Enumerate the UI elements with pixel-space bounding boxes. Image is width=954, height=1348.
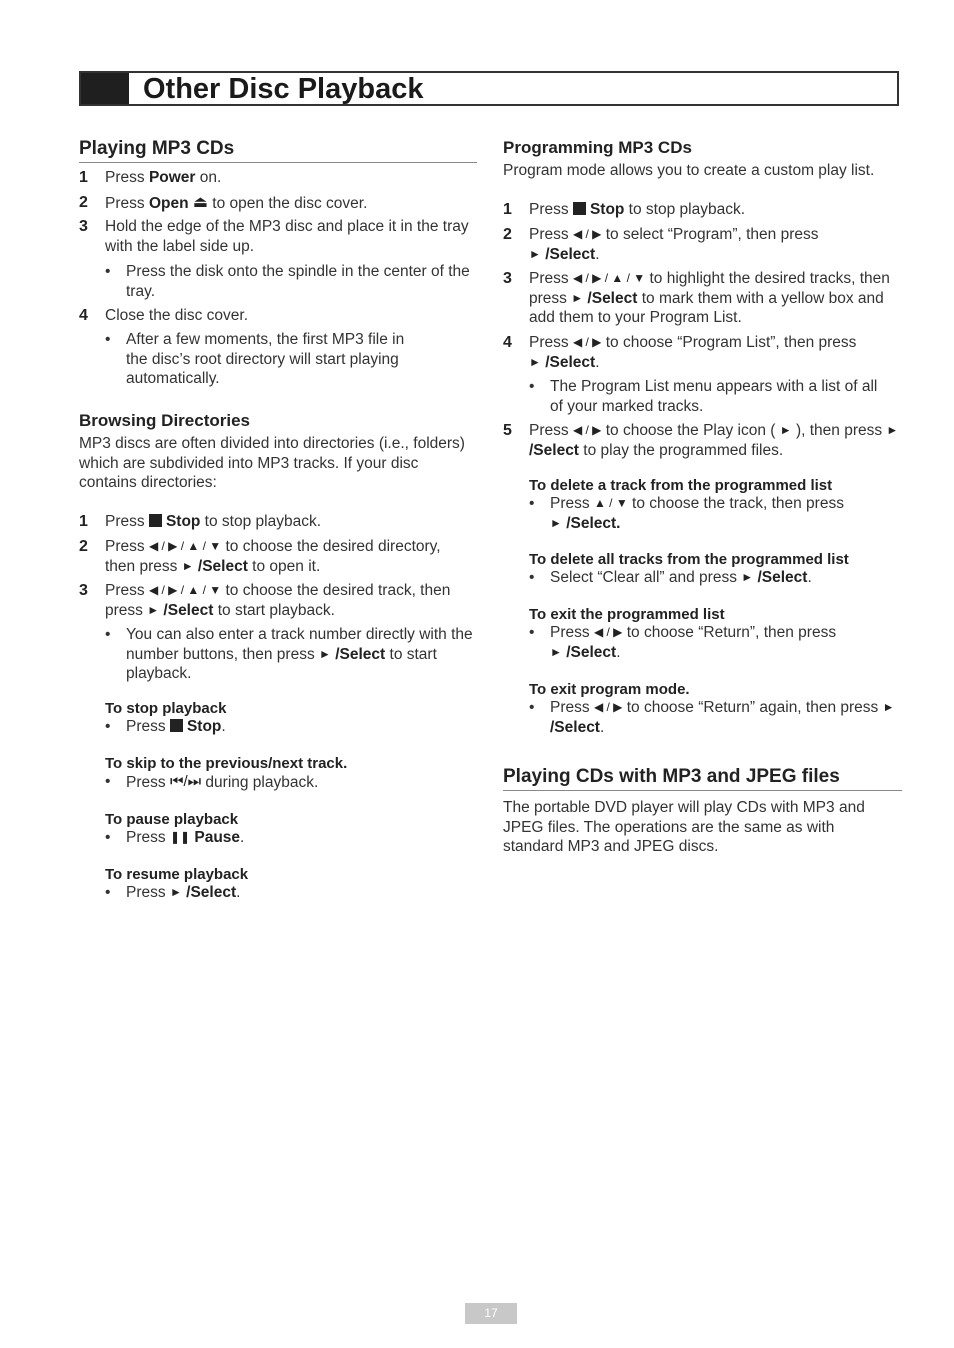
play-icon: ►: [779, 423, 792, 437]
stop-icon: [170, 719, 183, 732]
exit-list-block: To exit the programmed list • Press ◀ / ▶ to choose “Return”, then press ► /Select.: [529, 606, 837, 661]
page-title-bar: [79, 71, 899, 106]
subsection-heading: Browsing Directories: [79, 411, 250, 430]
stop-icon: [573, 202, 586, 215]
stop-playback-block: To stop playback • Press Stop.: [105, 700, 227, 735]
left-right-icon: ◀ / ▶: [572, 423, 602, 437]
section-heading: Playing MP3 CDs: [79, 138, 477, 163]
stop-icon: [149, 514, 162, 527]
skip-track-block: To skip to the previous/next track. • Press ⏮/⏭ during playback.: [105, 755, 348, 791]
left-right-icon: ◀ / ▶: [572, 227, 602, 241]
nav-arrows-icon: ◀ / ▶ / ▲ / ▼: [572, 271, 646, 285]
nav-arrows-icon: ◀ / ▶ / ▲ / ▼: [148, 583, 222, 597]
jpeg-text: The portable DVD player will play CDs with MP3 and JPEG files. The operations are the same as with standard MP3 and JPEG discs.: [503, 799, 865, 855]
resume-playback-block: To resume playback • Press ► /Select.: [105, 866, 249, 901]
play-icon: ►: [886, 423, 899, 437]
play-icon: ►: [550, 515, 562, 530]
section-heading: Playing CDs with MP3 and JPEG files: [503, 766, 902, 791]
play-icon: ►: [169, 885, 182, 899]
play-icon: ►: [529, 354, 541, 369]
jpeg-section: [503, 766, 902, 857]
play-icon: ►: [571, 290, 584, 305]
up-down-icon: ▲ / ▼: [593, 496, 628, 510]
play-icon: ►: [147, 602, 160, 617]
play-icon: ►: [181, 558, 194, 573]
play-icon: ►: [550, 644, 562, 659]
pause-playback-block: To pause playback • Press ❚❚ Pause.: [105, 811, 245, 846]
play-icon: ►: [882, 700, 895, 714]
subsection-heading: Programming MP3 CDs: [503, 138, 692, 157]
page-title: Other Disc Playback: [143, 73, 424, 105]
exit-mode-block: To exit program mode. • Press ◀ / ▶ to choose “Return” again, then press ► /Select.: [529, 681, 895, 736]
delete-track-block: To delete a track from the programmed list • Press ▲ / ▼ to choose the track, then press ► /Select.: [529, 477, 844, 532]
playing-mp3-section: [79, 138, 477, 163]
play-icon: ►: [319, 646, 331, 661]
left-right-icon: ◀ / ▶: [593, 625, 623, 639]
left-right-icon: ◀ / ▶: [593, 700, 623, 714]
nav-arrows-icon: ◀ / ▶ / ▲ / ▼: [148, 539, 222, 553]
browse-intro: MP3 discs are often divided into directories (i.e., folders) which are subdivided into MP3 tracks. If your disc contains directories:: [79, 435, 465, 491]
title-accent-block: [81, 73, 129, 104]
delete-all-block: To delete all tracks from the programmed list • Select “Clear all” and press ► /Select.: [529, 551, 849, 586]
left-right-icon: ◀ / ▶: [572, 335, 602, 349]
play-icon: ►: [741, 570, 754, 584]
browsing-section: [79, 411, 477, 493]
prog-intro: Program mode allows you to create a custom play list.: [503, 162, 875, 179]
programming-section: [503, 138, 903, 181]
page-number: 17: [465, 1303, 517, 1324]
play-icon: ►: [529, 246, 541, 261]
pause-icon: ❚❚: [169, 830, 191, 844]
eject-icon: ⏏: [192, 194, 208, 211]
skip-icon: ⏮/⏭: [169, 773, 202, 790]
